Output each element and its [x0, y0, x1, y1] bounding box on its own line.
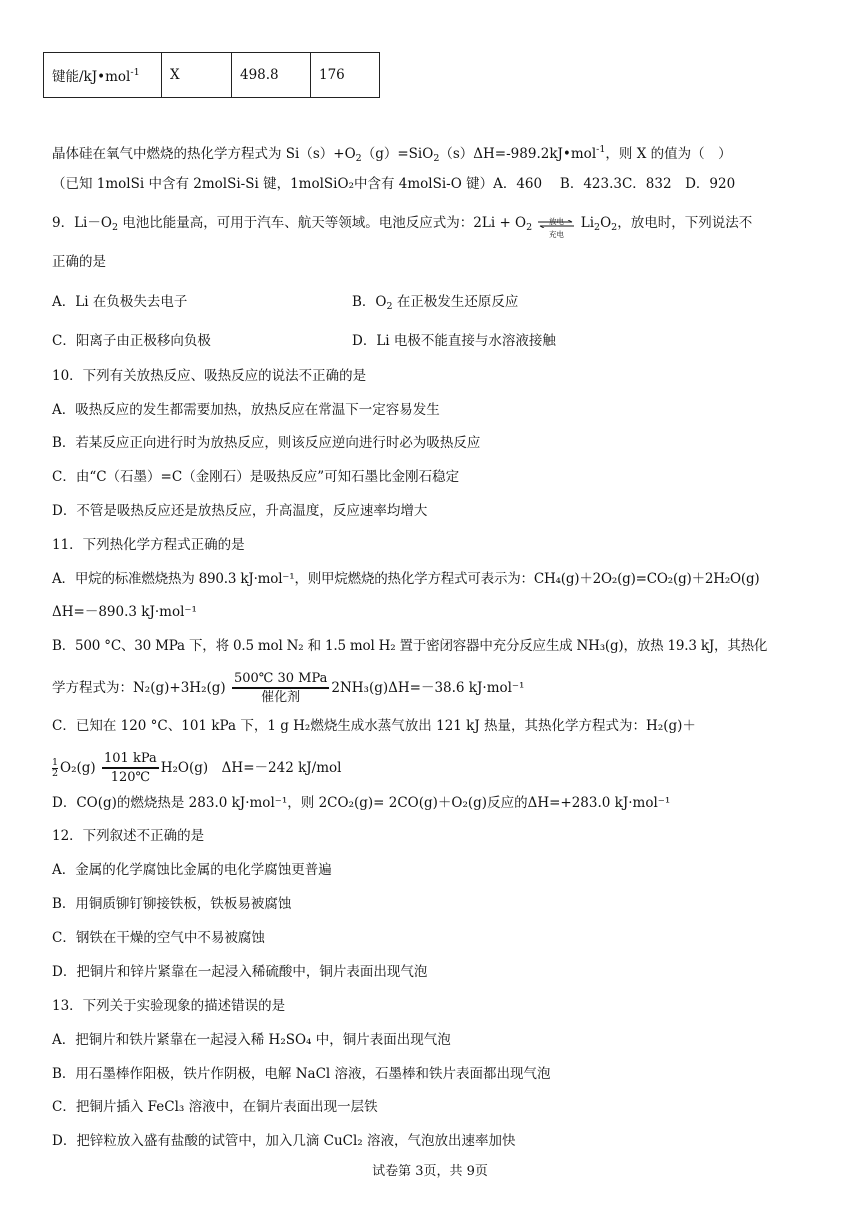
table-cell: 176 — [311, 53, 380, 98]
q11-option-b-line1: B．500 °C、30 MPa 下，将 0.5 mol N₂ 和 1.5 mol H₂ 置于密闭容器中充分反应生成 NH₃(g)，放热 19.3 kJ，其热化 — [52, 638, 768, 654]
q12-option-d: D．把铜片和锌片紧靠在一起浸入稀硫酸中，铜片表面出现气泡 — [52, 964, 428, 980]
q9-stem-cont: 正确的是 — [52, 254, 106, 270]
q12-option-a: A．金属的化学腐蚀比金属的电化学腐蚀更普遍 — [52, 862, 332, 878]
q11-option-a-line2: ΔH=－890.3 kJ·mol⁻¹ — [52, 604, 197, 620]
q13-title: 13．下列关于实验现象的描述错误的是 — [52, 998, 286, 1014]
page-footer: 试卷第 3页，共 9页 — [372, 1164, 488, 1179]
q10-option-d: D．不管是吸热反应还是放热反应，升高温度，反应速率均增大 — [52, 503, 428, 519]
table-cell: X — [162, 53, 232, 98]
q9-option-b: B．$O_2$ 在正极发生还原反应 — [352, 294, 519, 312]
q11-option-c-line2: $\frac{1}{2}$ O₂(g) $\frac{\text{101 kPa}}{120℃}$ H₂O(g) ΔH=－242 kJ/mol — [52, 751, 342, 785]
q13-option-c: C．把铜片插入 FeCl₃ 溶液中，在铜片表面出现一层铁 — [52, 1099, 378, 1115]
q9-option-a: A．Li 在负极失去电子 — [52, 294, 188, 310]
q8-line1: 晶体硅在氧气中燃烧的热化学方程式为 $Si(s)+O_2(g)=SiO_2(s)\Delta H=-989.2kJ•mol^{-1}$，则 X 的值为（ ） — [52, 144, 732, 164]
q11-option-b-line2: 学方程式为：N₂(g)+3H₂(g) $\frac{\text{500℃ 30 MPa}}{\text{催化剂}}$ 2NH₃(g)ΔH=－38.6 kJ·mol⁻¹ — [52, 671, 525, 705]
q11-title: 11．下列热化学方程式正确的是 — [52, 537, 245, 553]
reaction-condition: $\frac{\text{101 kPa}}{120℃}$ — [104, 751, 157, 785]
q9-stem: 9．$Li-O_2$ 电池比能量高，可用于汽车、航天等领域。电池反应式为：$2Li + O_2$ 放电 充电 $Li_2O_2$，放电时，下列说法不 — [52, 215, 753, 239]
q11-option-c-line1: C．已知在 120 °C、101 kPa 下，1 g H₂燃烧生成水蒸气放出 121 kJ 热量，其热化学方程式为：H₂(g)＋ — [52, 718, 696, 734]
q11-option-a-line1: A．甲烷的标准燃烧热为 890.3 kJ·mol⁻¹，则甲烷燃烧的热化学方程式可表示为：CH₄(g)＋2O₂(g)=CO₂(g)＋2H₂O(g) — [52, 571, 760, 587]
q10-title: 10．下列有关放热反应、吸热反应的说法不正确的是 — [52, 368, 367, 384]
q12-title: 12．下列叙述不正确的是 — [52, 828, 205, 844]
table-row — [44, 53, 380, 98]
q10-option-c: C．由“C（石墨）=C（金刚石）是吸热反应”可知石墨比金刚石稳定 — [52, 469, 460, 485]
table-header-cell: 键能/kJ•mol$^{-1}$ — [44, 53, 162, 98]
q9-option-c: C．阳离子由正极移向负极 — [52, 333, 211, 349]
q10-option-a: A．吸热反应的发生都需要加热，放热反应在常温下一定容易发生 — [52, 402, 440, 418]
table-cell: 498.8 — [232, 53, 311, 98]
q12-option-b: B．用铜质铆钉铆接铁板，铁板易被腐蚀 — [52, 896, 292, 912]
q9-option-d: D．Li 电极不能直接与水溶液接触 — [352, 333, 556, 349]
bond-energy-table — [43, 52, 380, 98]
q8-line2: （已知 1molSi 中含有 2molSi-Si 键，1molSiO₂中含有 4molSi-O 键）A．460 B．423.3C．832 D．920 — [52, 176, 736, 192]
q12-option-c: C．钢铁在干燥的空气中不易被腐蚀 — [52, 930, 265, 946]
q13-option-d: D．把锌粒放入盛有盐酸的试管中，加入几滴 CuCl₂ 溶液，气泡放出速率加快 — [52, 1133, 516, 1149]
reversible-arrow-icon: 放电 充电 — [536, 214, 576, 234]
q13-option-b: B．用石墨棒作阳极，铁片作阴极，电解 NaCl 溶液，石墨棒和铁片表面都出现气泡 — [52, 1066, 551, 1082]
q11-option-d: D．CO(g)的燃烧热是 283.0 kJ·mol⁻¹，则 2CO₂(g)= 2CO(g)＋O₂(g)反应的ΔH=+283.0 kJ·mol⁻¹ — [52, 795, 671, 811]
reaction-condition: $\frac{\text{500℃ 30 MPa}}{\text{催化剂}}$ — [233, 671, 328, 705]
q10-option-b: B．若某反应正向进行时为放热反应，则该反应逆向进行时必为吸热反应 — [52, 435, 481, 451]
fraction-half: $\frac{1}{2}$ — [52, 757, 59, 779]
q13-option-a: A．把铜片和铁片紧靠在一起浸入稀 H₂SO₄ 中，铜片表面出现气泡 — [52, 1032, 451, 1048]
